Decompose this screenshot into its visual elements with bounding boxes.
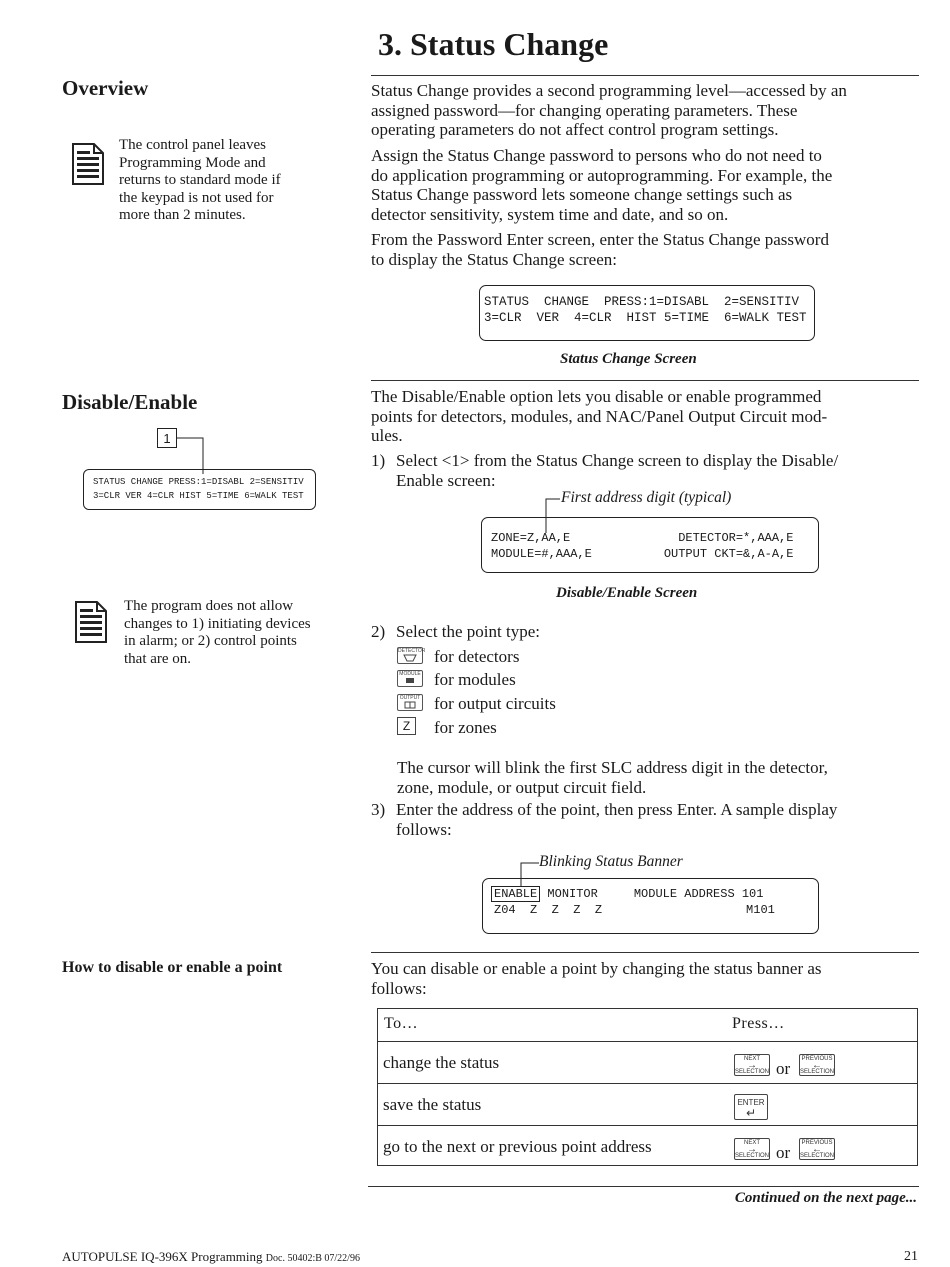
point-type-label: for output circuits xyxy=(434,694,556,713)
divider xyxy=(371,952,919,953)
screen-line: ZONE=Z,AA,E DETECTOR=*,AAA,E xyxy=(491,531,794,545)
screen-line: MONITOR MODULE ADDRESS 101 xyxy=(540,887,764,901)
mini-status-screen xyxy=(83,469,316,510)
screen-caption: Disable/Enable Screen xyxy=(556,585,698,601)
or-text: or xyxy=(776,1059,791,1078)
table-cell: change the status xyxy=(383,1053,500,1072)
screen-line: STATUS CHANGE PRESS:1=DISABL 2=SENSITIV xyxy=(484,295,800,309)
overview-paragraph: From the Password Enter screen, enter the Status Change password to display the Status Change screen: xyxy=(371,230,829,269)
screen-caption: Status Change Screen xyxy=(560,351,697,367)
footer-doc: Doc. 50402:B 07/22/96 xyxy=(265,1253,360,1264)
step-number: 3) xyxy=(371,800,386,819)
detector-key-icon: DETECTOR xyxy=(397,647,423,664)
section-heading-overview: Overview xyxy=(62,76,149,100)
page-number: 21 xyxy=(904,1249,918,1264)
banner-label: Blinking Status Banner xyxy=(539,853,683,870)
section-heading-how-to: How to disable or enable a point xyxy=(62,959,283,976)
screen-line: 3=CLR VER 4=CLR HIST 5=TIME 6=WALK TEST xyxy=(93,491,304,501)
overview-paragraph: Status Change provides a second programming level—accessed by an assigned password—for changing operating parameters. These operating parameters do not affect control program settings. xyxy=(371,81,847,139)
previous-selection-key-icon: PREVIOUS ← SELECTION xyxy=(800,1140,835,1159)
enter-key-icon: ENTER ↵ xyxy=(734,1094,768,1120)
note-icon xyxy=(72,143,104,185)
zone-key-icon: Z xyxy=(397,717,416,735)
next-selection-key-icon: NEXT → SELECTION xyxy=(735,1140,770,1159)
press-table xyxy=(377,1008,918,1166)
table-header-press: Press… xyxy=(732,1015,785,1032)
step-number: 2) xyxy=(371,622,386,641)
previous-selection-key-icon: PREVIOUS ← SELECTION xyxy=(800,1056,835,1075)
output-key-icon: OUTPUT xyxy=(397,694,423,711)
note-icon xyxy=(75,601,107,643)
table-header-to: To… xyxy=(384,1015,419,1032)
point-type-label: for modules xyxy=(434,670,516,689)
disable-enable-intro: The Disable/Enable option lets you disable or enable programmed points for detectors, modules, and NAC/Panel Output Circuit mod- ules. xyxy=(371,387,828,445)
divider xyxy=(371,380,919,381)
step-text: Enter the address of the point, then press Enter. A sample display follows: xyxy=(396,800,838,839)
screen-line: 3=CLR VER 4=CLR HIST 5=TIME 6=WALK TEST xyxy=(484,311,807,325)
cursor-note: The cursor will blink the first SLC address digit in the detector, zone, module, or output circuit field. xyxy=(397,758,828,797)
disable-enable-screen xyxy=(481,517,819,573)
screen-line: MODULE=#,AAA,E OUTPUT CKT=&,A-A,E xyxy=(491,547,794,561)
screen-line: Z04 Z Z Z Z M101 xyxy=(494,903,775,917)
step-text: Select the point type: xyxy=(396,622,540,641)
status-banner: ENABLE xyxy=(491,886,540,902)
table-cell: save the status xyxy=(383,1095,482,1114)
note-text: The control panel leaves Programming Mode and returns to standard mode if the keypad is not used for more than 2 minutes. xyxy=(119,137,281,223)
how-to-intro: You can disable or enable a point by changing the status banner as follows: xyxy=(371,959,822,998)
divider xyxy=(368,1186,919,1187)
continued-note: Continued on the next page... xyxy=(734,1190,917,1206)
step-number: 1) xyxy=(371,451,386,470)
footer-title: AUTOPULSE IQ-396X Programming Doc. 50402:B 07/22/96 xyxy=(62,1249,360,1264)
note-text: The program does not allow changes to 1) initiating devices in alarm; or 2) control points that are on. xyxy=(124,598,311,667)
next-selection-key-icon: NEXT → SELECTION xyxy=(735,1056,770,1075)
or-text: or xyxy=(776,1143,791,1162)
callout-number: 1 xyxy=(157,428,177,448)
point-type-label: for zones xyxy=(434,718,497,737)
module-key-icon: MODULE xyxy=(397,670,423,687)
divider xyxy=(371,75,919,76)
point-type-label: for detectors xyxy=(434,647,520,666)
sample-display xyxy=(482,878,819,934)
page-title: 3. Status Change xyxy=(378,26,609,62)
first-digit-label: First address digit (typical) xyxy=(561,489,732,506)
screen-line: STATUS CHANGE PRESS:1=DISABL 2=SENSITIV xyxy=(93,477,304,487)
status-change-screen xyxy=(479,285,815,341)
step-text: Select <1> from the Status Change screen to display the Disable/ Enable screen: xyxy=(396,451,839,490)
section-heading-disable-enable: Disable/Enable xyxy=(62,390,198,414)
table-cell: go to the next or previous point address xyxy=(383,1137,652,1156)
overview-paragraph: Assign the Status Change password to persons who do not need to do application programming or autoprogramming. For example, the Status Change password lets someone change settings such as detector sensitivity, system time and date, and so on. xyxy=(371,146,833,224)
